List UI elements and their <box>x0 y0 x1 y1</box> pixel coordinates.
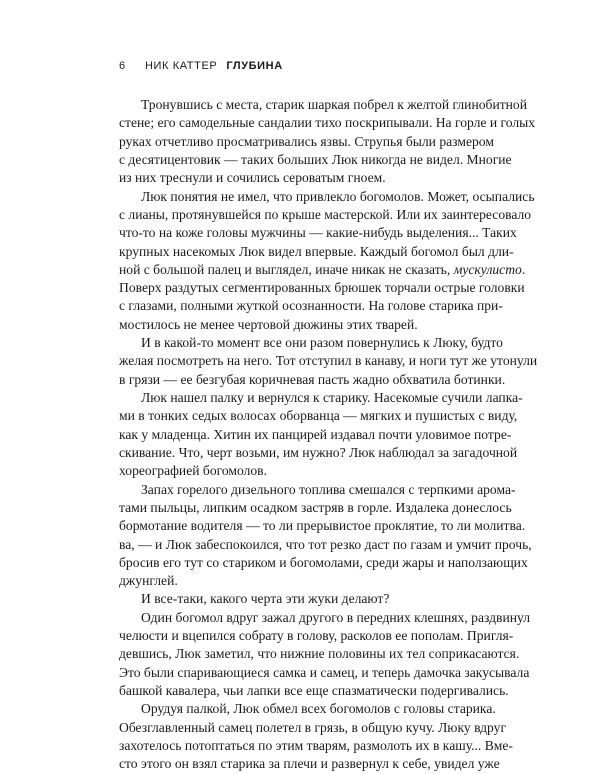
text-line: Люк понятия не имел, что привлекло богомолов. Может, осыпались <box>141 188 535 204</box>
text-line: стене; его самодельные сандалии тихо поскрипывали. На горле и голых <box>119 115 536 131</box>
text-line: бормотание водителя — то ли прерывистое проклятие, то ли молитва. <box>119 518 526 534</box>
text-line: тами пыльцы, липким осадком застряв в горле. Издалека донеслось <box>119 499 512 515</box>
text-line: скивание. Что, черт возьми, им нужно? Люк наблюдал за загадочной <box>119 444 518 460</box>
paragraph <box>119 481 532 591</box>
text-line: Люк нашел палку и вернулся к старику. Насекомые сучили лапка- <box>141 390 523 405</box>
text-line: башкой кавалера, чьи лапки все еще спазматически подергивались. <box>119 683 509 698</box>
text-line: Поверх раздутых сегментированных брюшек торчали острые головки <box>119 280 525 296</box>
text-line: из них треснули и сочились сероватым гноем. <box>119 170 386 186</box>
text-line: мостилось не менее чертовой дюжины этих тварей. <box>119 316 418 332</box>
text-line: руках отчетливо просматривались язвы. Струпья были размером <box>119 133 494 149</box>
text-line: ва, — и Люк забеспокоился, что тот резко даст по газам и умчит прочь, <box>119 536 532 552</box>
text-line: что-то на коже головы мужчины — какие-нибудь выделения... Таких <box>119 225 517 241</box>
text-line: желая посмотреть на него. Тот отступил в канаву, и ноги тут же утонули <box>119 353 538 369</box>
paragraph <box>119 700 513 773</box>
body-text <box>119 96 538 774</box>
page-number: 6 <box>119 60 126 72</box>
text-line: с десятицентовик — таких больших Люк никогда не видел. Многие <box>119 151 512 167</box>
paragraph <box>119 188 535 335</box>
text-line: бросив его тут со стариком и богомолами, среди жары и наползающих <box>119 554 528 570</box>
text-line: И в какой-то момент все они разом повернулись к Люку, будто <box>141 335 503 351</box>
text-line: челюсти и вцепился собрату в голову, расколов ее пополам. Пригля- <box>119 628 514 644</box>
text-line: И все-таки, какого черта эти жуки делают? <box>141 591 390 607</box>
paragraph <box>119 389 523 481</box>
text-line: захотелось потоптаться по этим тварям, размолоть их в кашу... Вме- <box>119 737 513 753</box>
text-line: ми в тонких седых волосах оборванца — мягких и пушистых с виду, <box>119 408 518 424</box>
text-line: хореографией богомолов. <box>119 463 268 479</box>
text-line: джунглей. <box>119 573 178 589</box>
text-line: Один богомол вдруг зажал другого в передних клешнях, раздвинул <box>141 609 530 625</box>
text-line: с глазами, полными жуткой осознанности. На голове старика при- <box>119 298 503 314</box>
text-line: ной с большой палец и выглядел, иначе никак не сказать, мускулисто. <box>119 261 526 277</box>
paragraph <box>119 334 538 389</box>
book-title: ГЛУБИНА <box>226 60 283 72</box>
text-line: Орудуя палкой, Люк обмел всех богомолов с головы старика. <box>141 701 496 717</box>
text-line: Это были спаривающиеся самка и самец, и теперь дамочка закусывала <box>119 664 530 680</box>
text-line: Тронувшись с места, старик шаркая побрел к желтой глинобитной <box>141 97 528 112</box>
text-line: Обезглавленный самец полетел в грязь, в общую кучу. Люку вдруг <box>119 719 507 735</box>
paragraph <box>119 96 536 188</box>
text-line: крупных насекомых Люк видел впервые. Каждый богомол был дли- <box>119 243 514 259</box>
running-head <box>119 60 283 72</box>
paragraph <box>119 590 487 608</box>
author-name: НИК КАТТЕР <box>145 60 218 72</box>
text-line: девшись, Люк заметил, что нижние половины их тел соприкасаются. <box>119 646 520 662</box>
text-line: в грязи — ее безгубая коричневая пасть жадно обхватила ботинки. <box>119 371 506 387</box>
text-line: Запах горелого дизельного топлива смешался с терпкими арома- <box>141 481 516 497</box>
text-line: сто этого он взял старика за плечи и развернул к себе, увидел уже <box>119 756 500 772</box>
paragraph <box>119 609 530 701</box>
text-line: как у младенца. Хитин их панцирей издавал почти уловимое потре- <box>119 426 512 442</box>
text-line: с лианы, протянувшейся по крыше мастерской. Или их заинтересовало <box>119 206 532 222</box>
